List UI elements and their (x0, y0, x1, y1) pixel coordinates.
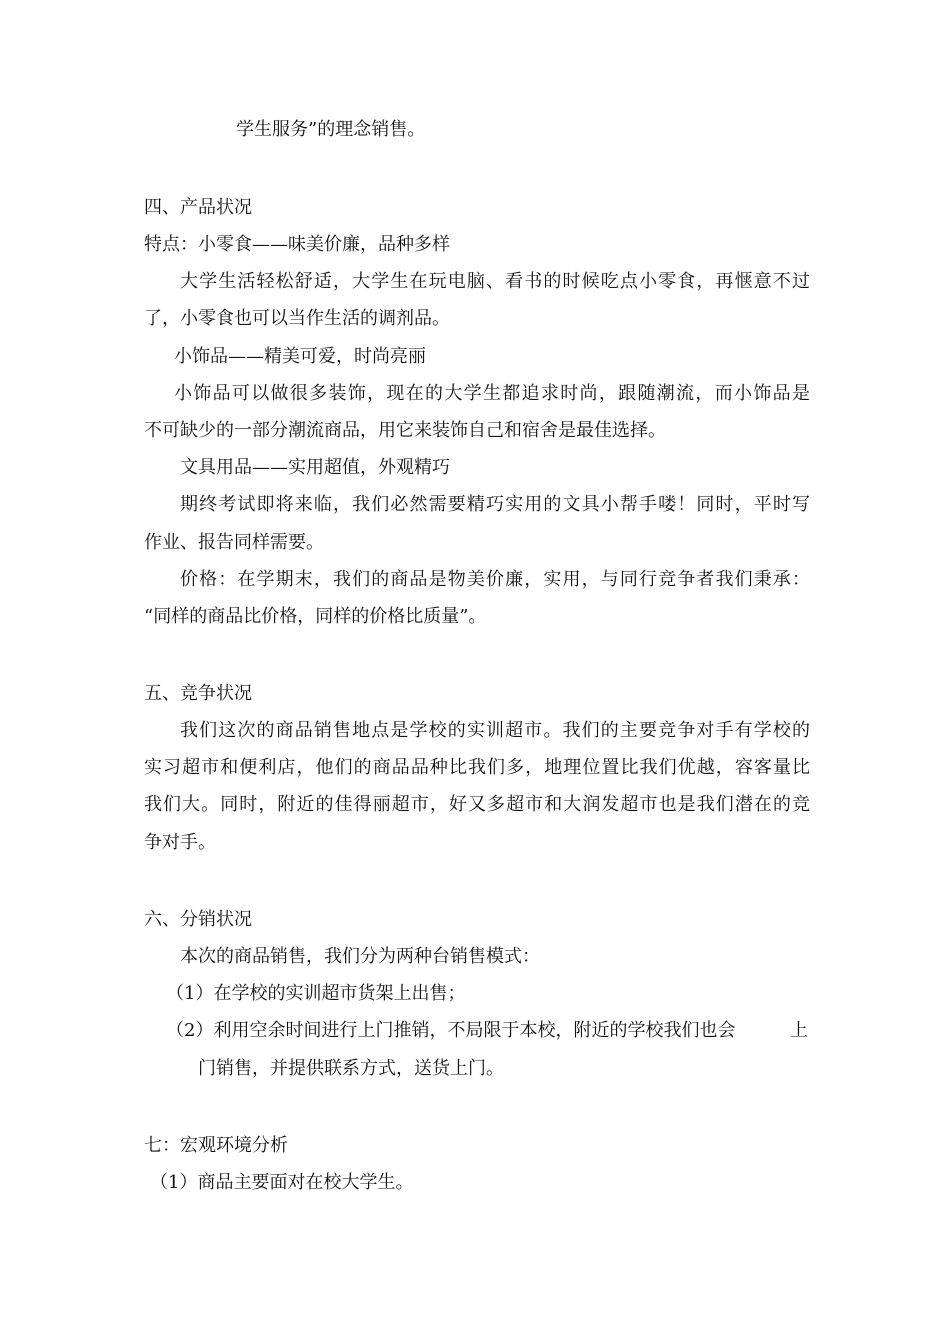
section-heading-5: 五、竞争状况 (144, 683, 252, 704)
text-line: 文具用品——实用超值，外观精巧 (180, 457, 450, 478)
text-line: 作业、报告同样需要。 (144, 532, 324, 553)
text-line: 小饰品——精美可爱，时尚亮丽 (174, 346, 426, 367)
text-line: 争对手。 (144, 832, 216, 853)
text-line: 学生服务”的理念销售。 (236, 119, 426, 140)
text-line: 我们大。同时，附近的佳得丽超市，好又多超市和大润发超市也是我们潜在的竞 (144, 794, 810, 815)
text-line: 大学生活轻松舒适，大学生在玩电脑、看书的时候吃点小零食，再惬意不过 (180, 271, 810, 292)
text-line: 门销售，并提供联系方式，送货上门。 (198, 1058, 504, 1079)
section-heading-7: 七：宏观环境分析 (144, 1135, 288, 1156)
text-line: 特点：小零食——味美价廉，品种多样 (144, 234, 450, 255)
section-heading-6: 六、分销状况 (144, 909, 252, 930)
text-line: 了，小零食也可以当作生活的调剂品。 (144, 308, 450, 329)
text-fragment: 上 (790, 1020, 808, 1041)
list-item: （1）商品主要面对在校大学生。 (150, 1172, 414, 1193)
text-line: “同样的商品比价格，同样的价格比质量”。 (144, 606, 487, 627)
list-item: （2）利用空余时间进行上门推销，不局限于本校，附近的学校我们也会 (166, 1020, 736, 1041)
text-line: 实习超市和便利店，他们的商品品种比我们多，地理位置比我们优越，容客量比 (144, 757, 810, 778)
section-heading-4: 四、产品状况 (144, 197, 252, 218)
text-line: 本次的商品销售，我们分为两种台销售模式： (180, 946, 540, 967)
text-line: 我们这次的商品销售地点是学校的实训超市。我们的主要竞争对手有学校的 (180, 720, 810, 741)
text-line: 价格：在学期末，我们的商品是物美价廉，实用，与同行竞争者我们秉承： (180, 569, 810, 590)
list-item: （1）在学校的实训超市货架上出售； (166, 983, 466, 1004)
text-line: 期终考试即将来临，我们必然需要精巧实用的文具小帮手喽！同时，平时写 (180, 494, 810, 515)
text-line: 不可缺少的一部分潮流商品，用它来装饰自己和宿舍是最佳选择。 (144, 420, 666, 441)
text-line: 小饰品可以做很多装饰，现在的大学生都追求时尚，跟随潮流，而小饰品是 (174, 383, 810, 404)
